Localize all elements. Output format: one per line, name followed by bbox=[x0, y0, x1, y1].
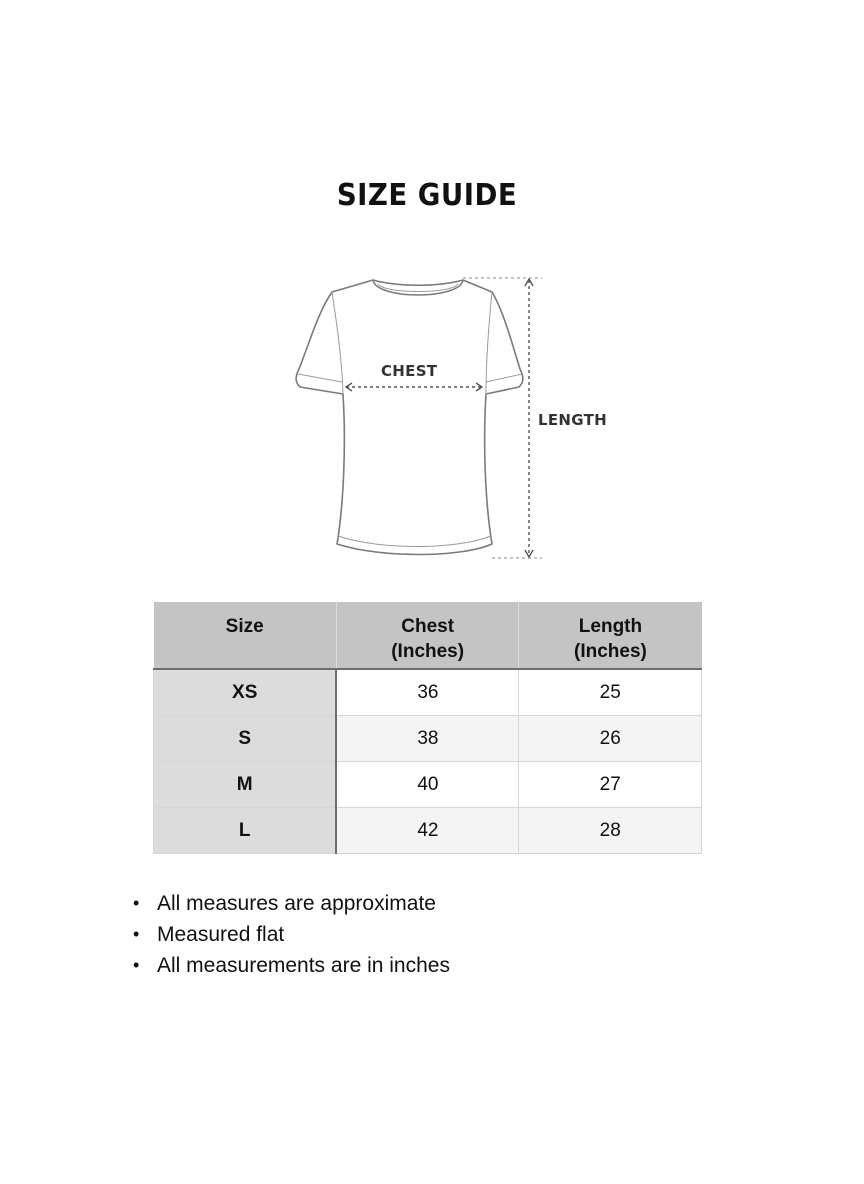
length-label: LENGTH bbox=[538, 411, 607, 429]
note-text: All measures are approximate bbox=[157, 892, 436, 915]
length-cell: 28 bbox=[519, 808, 702, 854]
size-table bbox=[153, 602, 702, 854]
length-cell: 25 bbox=[519, 669, 702, 716]
tshirt-diagram bbox=[280, 262, 640, 572]
bullet-icon: • bbox=[133, 955, 140, 975]
bullet-icon: • bbox=[133, 924, 140, 944]
page-title: SIZE GUIDE bbox=[336, 178, 518, 213]
list-item bbox=[130, 888, 450, 919]
length-cell: 26 bbox=[519, 716, 702, 762]
size-cell: M bbox=[154, 762, 337, 808]
list-item bbox=[130, 950, 450, 981]
chest-label: CHEST bbox=[381, 362, 438, 380]
table-row bbox=[154, 716, 702, 762]
chest-cell: 36 bbox=[336, 669, 519, 716]
header-size bbox=[154, 602, 337, 669]
bullet-icon: • bbox=[133, 893, 140, 913]
size-cell: S bbox=[154, 716, 337, 762]
chest-cell: 38 bbox=[336, 716, 519, 762]
header-chest-unit: (Inches) bbox=[391, 641, 465, 662]
notes-list bbox=[130, 888, 450, 981]
list-item bbox=[130, 919, 450, 950]
table-row bbox=[154, 669, 702, 716]
note-text: All measurements are in inches bbox=[157, 954, 450, 977]
header-size-label: Size bbox=[225, 616, 264, 637]
table-row bbox=[154, 808, 702, 854]
note-text: Measured flat bbox=[157, 923, 285, 946]
header-chest-label: Chest bbox=[401, 616, 455, 637]
header-length-unit: (Inches) bbox=[574, 641, 647, 662]
chest-cell: 42 bbox=[336, 808, 519, 854]
table-row bbox=[154, 762, 702, 808]
size-cell: L bbox=[154, 808, 337, 854]
header-length-label: Length bbox=[578, 616, 643, 637]
length-cell: 27 bbox=[519, 762, 702, 808]
size-cell: XS bbox=[154, 669, 337, 716]
chest-cell: 40 bbox=[336, 762, 519, 808]
header-chest bbox=[336, 602, 519, 669]
table-header-row bbox=[154, 602, 702, 669]
header-length bbox=[519, 602, 702, 669]
